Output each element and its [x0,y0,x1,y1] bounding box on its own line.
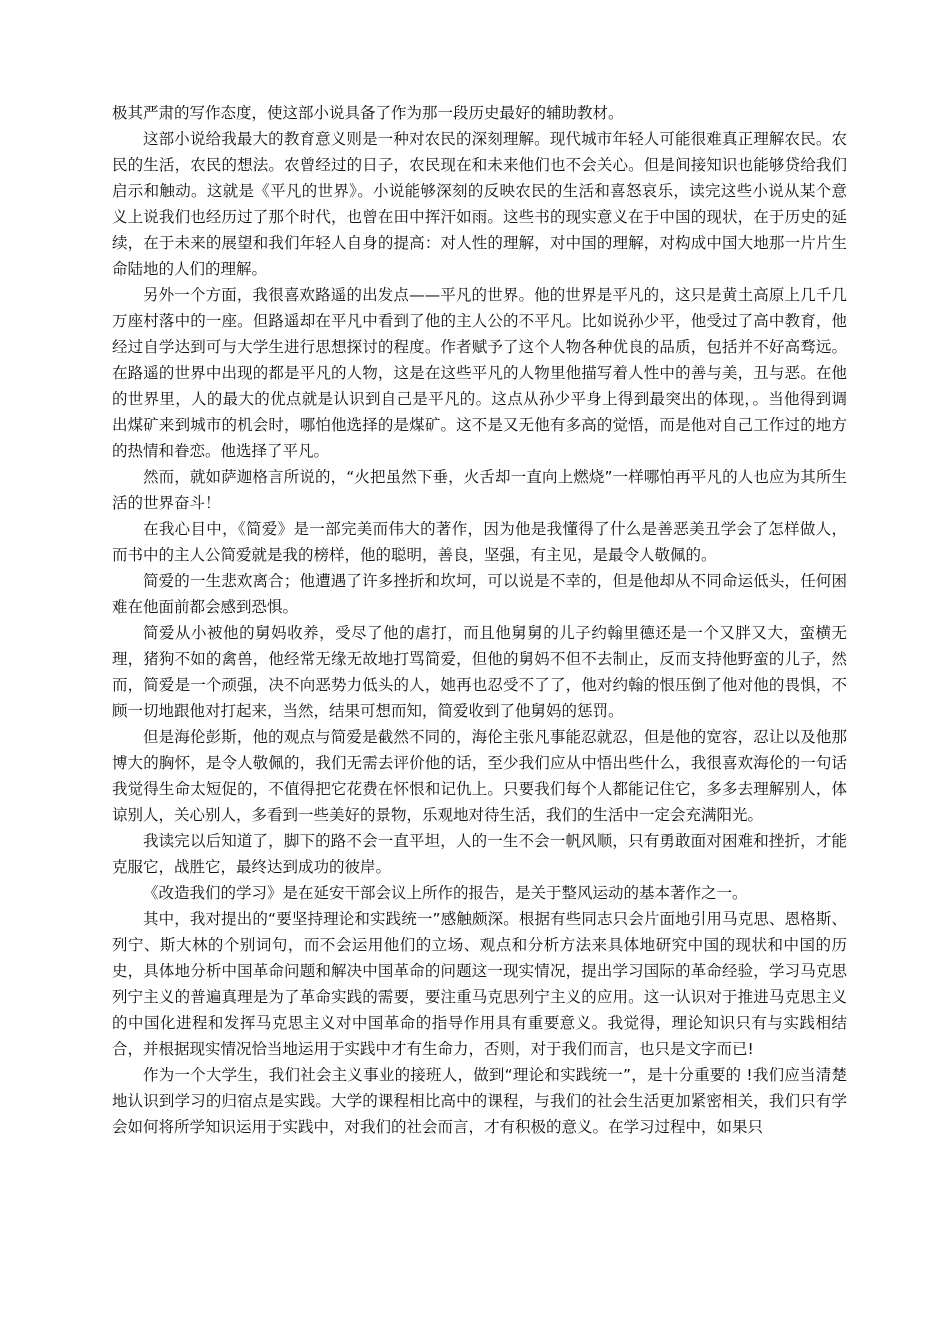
paragraph-3: 另外一个方面，我很喜欢路遥的出发点——平凡的世界。他的世界是平凡的，这只是黄土高原上几千几万座村落中的一座。但路遥却在平凡中看到了他的主人公的不平凡。比如说孙少平，他受过了高中教育，他经过自学达到可与大学生进行思想探讨的程度。作者赋予了这个人物各种优良的品质，包括并不好高骛远。在路遥的世界中出现的都是平凡的人物，这是在这些平凡的人物里他描写着人性中的善与美，丑与恶。在他的世界里，人的最大的优点就是认识到自己是平凡的。这点从孙少平身上得到最突出的体现，。当他得到调出煤矿来到城市的机会时，哪怕他选择的是煤矿。这不是又无他有多高的觉悟，而是他对自己工作过的地方的热情和眷恋。他选择了平凡。 [112,286,847,460]
paragraph-10: 《改造我们的学习》是在延安干部会议上所作的报告，是关于整风运动的基本著作之一。 [143,884,748,902]
paragraph-8: 但是海伦彭斯，他的观点与简爱是截然不同的，海伦主张凡事能忍就忍，但是他的宽容，忍让以及他那博大的胸怀，是令人敬佩的，我们无需去评价他的话，至少我们应从中悟出些什么，我很喜欢海伦的一句话我觉得生命太短促的，不值得把它花费在怀恨和记仇上。只要我们每个人都能记住它，多多去理解别人，体谅别人，关心别人，多看到一些美好的景物，乐观地对待生活，我们的生活中一定会充满阳光。 [112,728,847,824]
paragraph-11: 其中，我对提出的“要坚持理论和实践统一”感触颇深。根据有些同志只会片面地引用马克思、恩格斯、列宁、斯大林的个别词句，而不会运用他们的立场、观点和分析方法来具体地研究中国的现状和中国的历史，具体地分析中国革命问题和解决中国革命的问题这一现实情况，提出学习国际的革命经验，学习马克思列宁主义的普遍真理是为了革命实践的需要，要注重马克思列宁主义的应用。这一认识对于推进马克思主义的中国化进程和发挥马克思主义对中国革命的指导作用具有重要意义。我觉得，理论知识只有与实践相结合，并根据现实情况恰当地运用于实践中才有生命力，否则，对于我们而言，也只是文字而已! [112,910,847,1058]
document-body [112,100,847,1140]
paragraph-6: 简爱的一生悲欢离合；他遭遇了许多挫折和坎坷，可以说是不幸的，但是他却从不同命运低头，任何困难在他面前都会感到恐惧。 [112,572,847,616]
paragraph-1: 极其严肃的写作态度，使这部小说具备了作为那一段历史最好的辅助教材。 [112,104,624,122]
paragraph-5: 在我心目中，《简爱》是一部完美而伟大的著作，因为他是我懂得了什么是善恶美丑学会了怎样做人，而书中的主人公简爱就是我的榜样，他的聪明，善良，坚强，有主见，是最令人敬佩的。 [112,520,847,564]
paragraph-2: 这部小说给我最大的教育意义则是一种对农民的深刻理解。现代城市年轻人可能很难真正理解农民。农民的生活，农民的想法。农曾经过的日子，农民现在和未来他们也不会关心。但是间接知识也能够贷给我们启示和触动。这就是《平凡的世界》。小说能够深刻的反映农民的生活和喜怒哀乐，读完这些小说从某个意义上说我们也经历过了那个时代，也曾在田中挥汗如雨。这些书的现实意义在于中国的现状，在于历史的延续，在于未来的展望和我们年轻人自身的提高：对人性的理解，对中国的理解，对构成中国大地那一片片生命陆地的人们的理解。 [112,130,847,278]
paragraph-12: 作为一个大学生，我们社会主义事业的接班人，做到“理论和实践统一”，是十分重要的 !我们应当清楚地认识到学习的归宿点是实践。大学的课程相比高中的课程，与我们的社会生活更加紧密相关，我们只有学会如何将所学知识运用于实践中，对我们的社会而言，才有积极的意义。在学习过程中，如果只 [112,1066,847,1136]
paragraph-4: 然而，就如萨迦格言所说的，“火把虽然下垂，火舌却一直向上燃烧”一样哪怕再平凡的人也应为其所生活的世界奋斗！ [112,468,847,512]
paragraph-7: 简爱从小被他的舅妈收养，受尽了他的虐打，而且他舅舅的儿子约翰里德还是一个又胖又大，蛮横无理，猪狗不如的禽兽，他经常无缘无故地打骂简爱，但他的舅妈不但不去制止，反而支持他野蛮的儿子，然而，简爱是一个顽强，决不向恶势力低头的人，她再也忍受不了了，他对约翰的恨压倒了他对他的畏惧，不顾一切地跟他对打起来，当然，结果可想而知，简爱收到了他舅妈的惩罚。 [112,624,847,720]
paragraph-9: 我读完以后知道了，脚下的路不会一直平坦，人的一生不会一帆风顺，只有勇敢面对困难和挫折，才能克服它，战胜它，最终达到成功的彼岸。 [112,832,847,876]
